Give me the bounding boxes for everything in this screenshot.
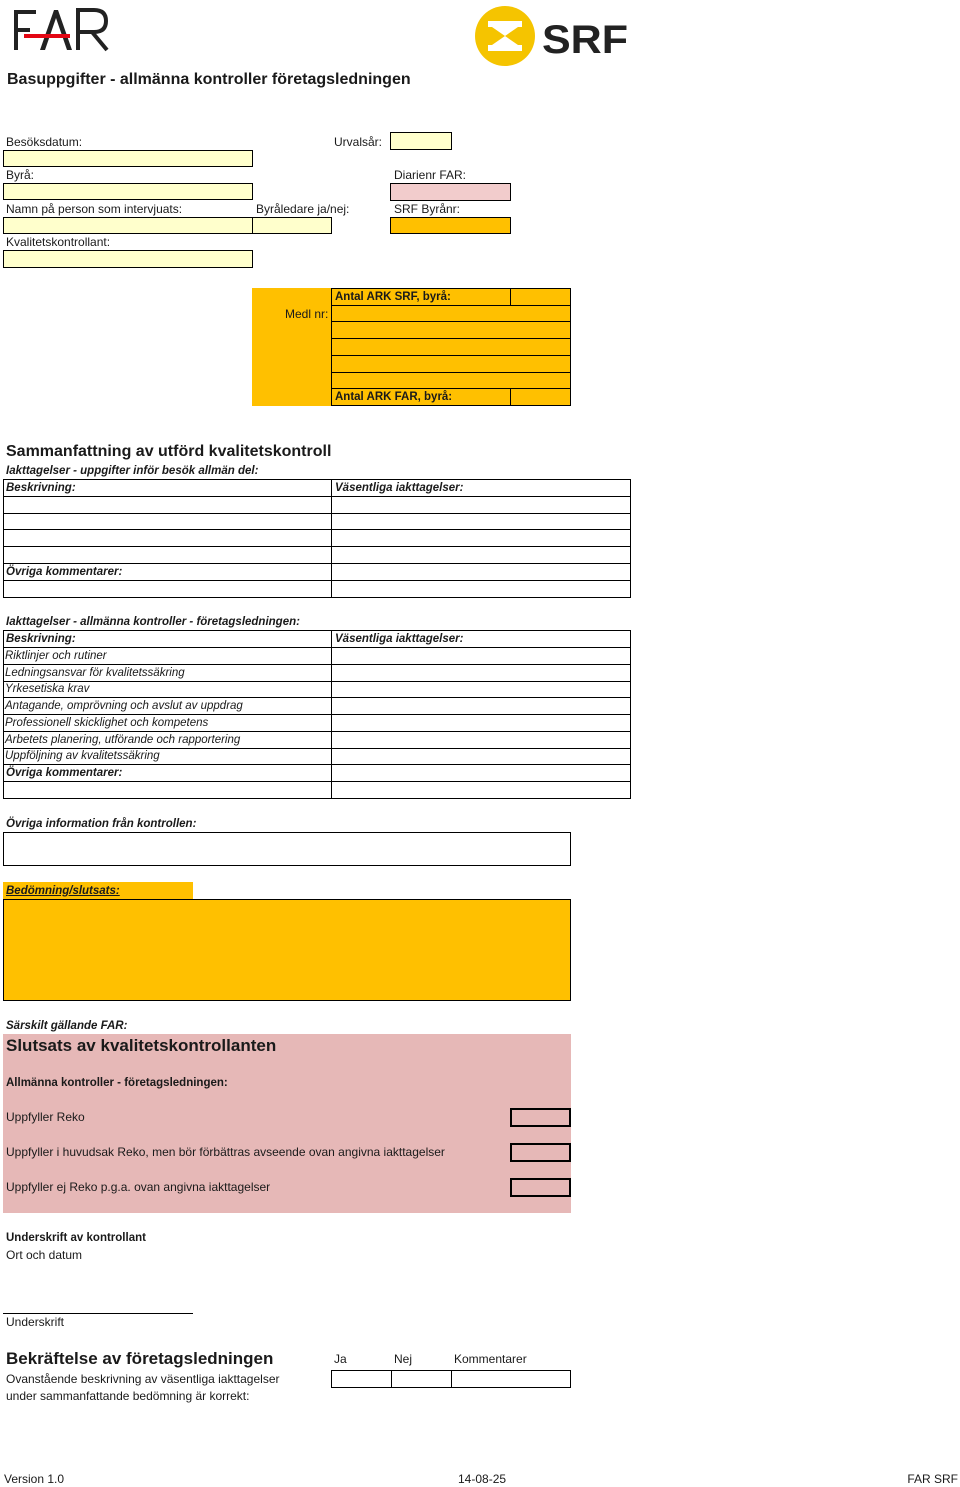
label-byra: Byrå:: [6, 168, 35, 182]
ark-row-3[interactable]: [331, 321, 571, 339]
confirmation-heading: Bekräftelse av företagsledningen: [6, 1349, 274, 1368]
summary-heading: Sammanfattning av utförd kvalitetskontroll: [6, 443, 332, 460]
svg-text:SRF: SRF: [542, 18, 628, 62]
srf-logo: [472, 5, 632, 67]
summary-sub2: Iakttagelser - allmänna kontroller - företagsledningen:: [6, 616, 300, 628]
sarskilt-far-label: Särskilt gällande FAR:: [6, 1020, 128, 1032]
byraledare-field[interactable]: [252, 217, 332, 234]
t1-row2-left[interactable]: [3, 513, 332, 530]
label-namn-intervjuad: Namn på person som intervjuats:: [6, 202, 183, 216]
t2-ovriga-label: Övriga kommentarer:: [6, 767, 123, 779]
option-uppfyller-reko-checkbox[interactable]: [510, 1108, 571, 1127]
namn-intervjuad-field[interactable]: [3, 217, 253, 234]
t1-row3-left[interactable]: [3, 529, 332, 547]
underskrift-kontrollant-label: Underskrift av kontrollant: [6, 1232, 146, 1244]
srf-byranr-field[interactable]: [390, 217, 511, 234]
confirmation-nej-field[interactable]: [391, 1370, 452, 1388]
ark-row-5[interactable]: [331, 355, 571, 373]
label-medl-nr: Medl nr:: [285, 307, 329, 321]
label-urvalsar: Urvalsår:: [334, 135, 383, 149]
t2-item-label: Ledningsansvar för kvalitetssäkring: [5, 667, 185, 679]
footer-org: FAR SRF: [907, 1472, 958, 1486]
antal-ark-far-field[interactable]: [510, 388, 571, 406]
t2-item-label: Arbetets planering, utförande och rapportering: [5, 734, 241, 746]
t1-row3-right[interactable]: [331, 529, 631, 547]
ark-row-6[interactable]: [331, 372, 571, 389]
diarienr-field[interactable]: [390, 183, 511, 201]
t2-item-label: Yrkesetiska krav: [5, 683, 90, 695]
option-uppfyller-ej: Uppfyller ej Reko p.g.a. ovan angivna iakttagelser: [6, 1180, 271, 1194]
t1-beskrivning-label: Beskrivning:: [6, 482, 76, 494]
bedomning-field[interactable]: [3, 899, 571, 1001]
t1-row1-right[interactable]: [331, 496, 631, 514]
t1-row4-left[interactable]: [3, 546, 332, 564]
t1-ovriga-right-input[interactable]: [331, 580, 631, 598]
t1-row2-right[interactable]: [331, 513, 631, 530]
t2-item-label: Professionell skicklighet och kompetens: [5, 717, 209, 729]
label-kvalitetskontrollant: Kvalitetskontrollant:: [6, 235, 111, 249]
t2-item-right[interactable]: [331, 647, 631, 665]
t2-item-right[interactable]: [331, 748, 631, 765]
footer-version: Version 1.0: [4, 1472, 65, 1486]
t1-vasentliga-label: Väsentliga iakttagelser:: [335, 482, 464, 494]
summary-sub1: Iakttagelser - uppgifter inför besök allmän del:: [6, 465, 259, 477]
confirmation-kommentarer-field[interactable]: [451, 1370, 571, 1388]
t2-ovriga-right-input[interactable]: [331, 781, 631, 799]
label-diarienr: Diarienr FAR:: [394, 168, 467, 182]
t2-item-right[interactable]: [331, 681, 631, 698]
t2-item-right[interactable]: [331, 714, 631, 732]
t2-ovriga-left-input[interactable]: [3, 781, 332, 799]
footer-date: 14-08-25: [458, 1472, 507, 1486]
t2-item-right[interactable]: [331, 697, 631, 715]
t2-vasentliga-label: Väsentliga iakttagelser:: [335, 633, 464, 645]
t1-ovriga-right: [331, 563, 631, 581]
option-uppfyller-reko: Uppfyller Reko: [6, 1110, 85, 1124]
option-uppfyller-huvudsak: Uppfyller i huvudsak Reko, men bör förbättras avseende ovan angivna iakttagelser: [6, 1145, 445, 1159]
t1-ovriga-left-input[interactable]: [3, 580, 332, 598]
label-antal-ark-srf: Antal ARK SRF, byrå:: [335, 291, 451, 303]
t1-row1-left[interactable]: [3, 496, 332, 514]
label-srf-byranr: SRF Byrånr:: [394, 202, 461, 216]
page-title: Basuppgifter - allmänna kontroller företagsledningen: [7, 71, 411, 88]
far-logo: [10, 6, 110, 52]
ark-row-4[interactable]: [331, 338, 571, 356]
t2-item-right[interactable]: [331, 731, 631, 749]
besoksdatum-field[interactable]: [3, 150, 253, 167]
label-byraledare: Byråledare ja/nej:: [256, 202, 350, 216]
t1-row4-right[interactable]: [331, 546, 631, 564]
label-besoksdatum: Besöksdatum:: [6, 135, 83, 149]
ort-datum-label: Ort och datum: [6, 1248, 83, 1262]
t2-item-label: Antagande, omprövning och avslut av uppdrag: [5, 700, 243, 712]
option-uppfyller-ej-checkbox[interactable]: [510, 1178, 571, 1197]
t1-ovriga-label: Övriga kommentarer:: [6, 566, 123, 578]
urvalsar-field[interactable]: [390, 132, 452, 150]
underskrift-label: Underskrift: [6, 1315, 65, 1329]
byra-field[interactable]: [3, 183, 253, 200]
confirmation-nej-label: Nej: [394, 1352, 413, 1366]
confirmation-ja-field[interactable]: [331, 1370, 392, 1388]
ovriga-information-field[interactable]: [3, 832, 571, 866]
ovriga-information-label: Övriga information från kontrollen:: [6, 818, 197, 830]
t2-ovriga-right: [331, 764, 631, 782]
allmanna-kontroller-label: Allmänna kontroller - företagsledningen:: [6, 1077, 228, 1089]
confirmation-line2: under sammanfattande bedömning är korrekt:: [6, 1389, 250, 1403]
t2-item-label: Uppföljning av kvalitetssäkring: [5, 750, 160, 762]
kvalitetskontrollant-field[interactable]: [3, 250, 253, 268]
bedomning-label: Bedömning/slutsats:: [6, 885, 120, 897]
far-section-heading: Slutsats av kvalitetskontrollanten: [6, 1036, 277, 1055]
t2-item-label: Riktlinjer och rutiner: [5, 650, 107, 662]
confirmation-ja-label: Ja: [334, 1352, 347, 1366]
t2-beskrivning-label: Beskrivning:: [6, 633, 76, 645]
confirmation-kommentarer-label: Kommentarer: [454, 1352, 527, 1366]
label-antal-ark-far: Antal ARK FAR, byrå:: [335, 391, 453, 403]
signature-line[interactable]: [3, 1300, 193, 1314]
confirmation-line1: Ovanstående beskrivning av väsentliga iakttagelser: [6, 1372, 280, 1386]
antal-ark-srf-field[interactable]: [510, 288, 571, 306]
option-uppfyller-huvudsak-checkbox[interactable]: [510, 1143, 571, 1162]
ark-row-2[interactable]: [331, 305, 571, 322]
t2-item-right[interactable]: [331, 664, 631, 682]
